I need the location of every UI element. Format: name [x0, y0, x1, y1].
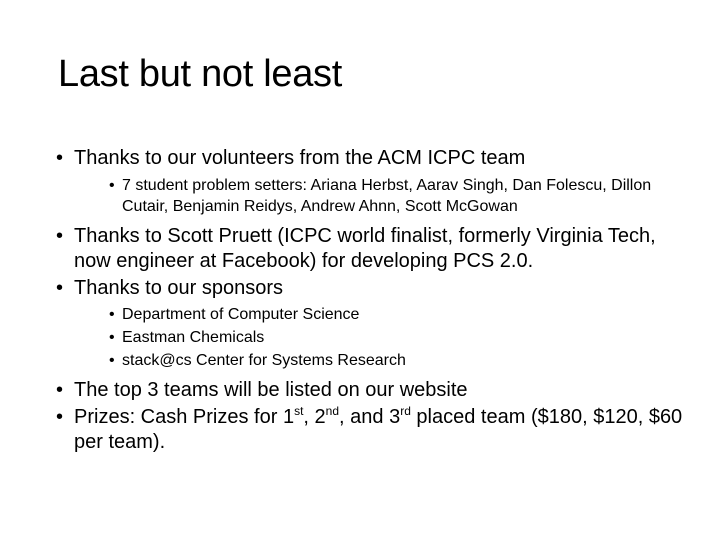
slide-title: Last but not least — [58, 53, 343, 95]
bullet-text: Thanks to Scott Pruett (ICPC world finalist, formerly Virginia Tech, now engineer at Facebook) for developing PCS 2.0. — [74, 225, 656, 272]
bullet-dot: • — [109, 306, 115, 323]
slide-body — [56, 146, 686, 455]
bullet-sponsors — [56, 276, 686, 301]
bullet-text: Thanks to our sponsors — [74, 277, 283, 299]
prize-text: placed team ($180, $120, $60 per team). — [74, 406, 683, 453]
bullet-dot: • — [56, 406, 64, 428]
bullet-dot: • — [109, 177, 115, 194]
bullet-top3 — [56, 378, 686, 403]
sub-bullet-sponsor — [109, 304, 686, 325]
bullet-volunteers — [56, 146, 686, 171]
ordinal-suffix: st — [294, 404, 304, 418]
bullet-text: The top 3 teams will be listed on our website — [74, 379, 468, 401]
bullet-dot: • — [109, 329, 115, 346]
bullet-dot: • — [56, 225, 64, 247]
bullet-text: Thanks to our volunteers from the ACM ICPC team — [74, 147, 526, 169]
bullet-dot: • — [109, 352, 115, 369]
sub-bullet-sponsor — [109, 327, 686, 348]
ordinal-suffix: rd — [400, 404, 411, 418]
prize-text: Prizes: Cash Prizes for 1 — [74, 406, 295, 428]
bullet-dot: • — [56, 277, 64, 299]
bullet-text: 7 student problem setters: Ariana Herbst, Aarav Singh, Dan Folescu, Dillon Cutair, Benjamin Reidys, Andrew Ahnn, Scott McGowan — [122, 177, 652, 215]
prize-text: , 2 — [303, 406, 326, 428]
bullet-text — [74, 406, 682, 453]
sponsor-name: stack@cs Center for Systems Research — [122, 352, 406, 369]
ordinal-suffix: nd — [325, 404, 340, 418]
sub-bullet-sponsor — [109, 350, 686, 371]
bullet-prizes — [56, 405, 686, 455]
sponsor-name: Department of Computer Science — [122, 306, 360, 323]
bullet-dot: • — [56, 379, 64, 401]
bullet-dot: • — [56, 147, 64, 169]
bullet-scott-pruett — [56, 224, 686, 274]
sub-bullet-problem-setters — [109, 175, 686, 217]
sponsor-name: Eastman Chemicals — [122, 329, 265, 346]
prize-text: , and 3 — [339, 406, 401, 428]
